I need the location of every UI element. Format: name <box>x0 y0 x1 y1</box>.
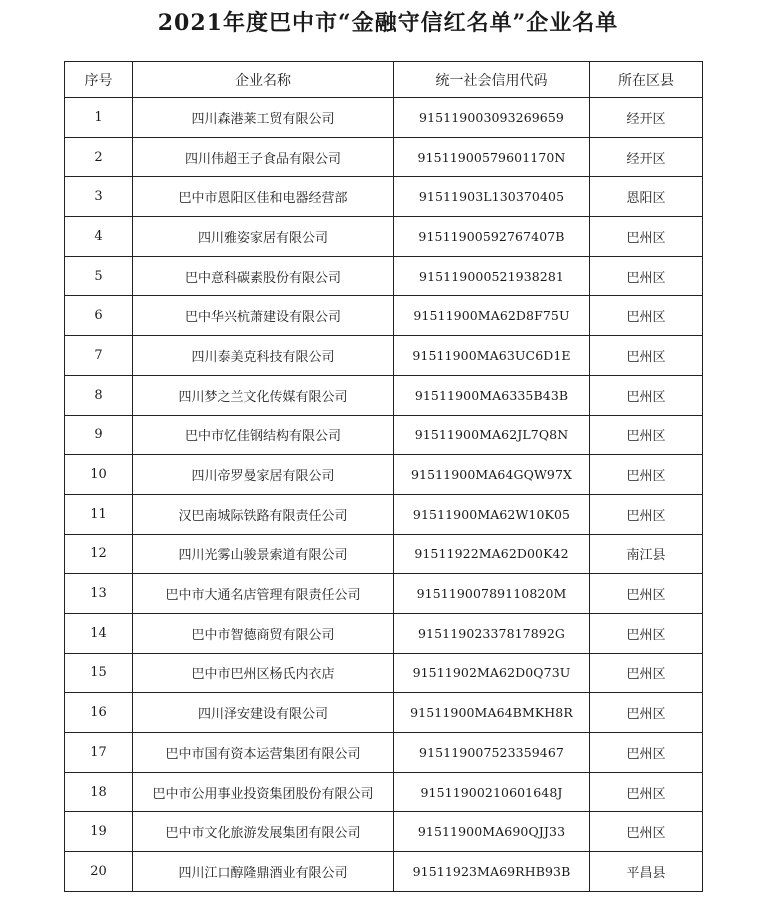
district: 巴州区 <box>590 574 703 614</box>
row-index: 4 <box>65 217 133 257</box>
credit-code: 91511900MA63UC6D1E <box>394 336 590 376</box>
credit-code: 91511900MA6335B43B <box>394 375 590 415</box>
enterprise-name: 巴中意科碳素股份有限公司 <box>133 256 394 296</box>
enterprise-name: 巴中市忆佳钢结构有限公司 <box>133 415 394 455</box>
credit-code: 91511902337817892G <box>394 613 590 653</box>
row-index: 1 <box>65 98 133 138</box>
credit-code: 91511900MA62D8F75U <box>394 296 590 336</box>
enterprise-name: 四川森港莱工贸有限公司 <box>133 98 394 138</box>
table-row <box>65 415 703 455</box>
district: 巴州区 <box>590 693 703 733</box>
header-name: 企业名称 <box>133 62 394 98</box>
table-row <box>65 653 703 693</box>
district: 巴州区 <box>590 812 703 852</box>
table-row <box>65 217 703 257</box>
row-index: 20 <box>65 852 133 892</box>
district: 巴州区 <box>590 415 703 455</box>
table-row <box>65 98 703 138</box>
table-row <box>65 693 703 733</box>
table-row <box>65 613 703 653</box>
row-index: 16 <box>65 693 133 733</box>
row-index: 5 <box>65 256 133 296</box>
enterprise-table <box>64 61 703 892</box>
credit-code: 915119000521938281 <box>394 256 590 296</box>
table-row <box>65 852 703 892</box>
table-row <box>65 296 703 336</box>
enterprise-name: 四川江口醇隆鼎酒业有限公司 <box>133 852 394 892</box>
district: 巴州区 <box>590 336 703 376</box>
enterprise-name: 四川帝罗曼家居有限公司 <box>133 455 394 495</box>
row-index: 3 <box>65 177 133 217</box>
row-index: 9 <box>65 415 133 455</box>
credit-code: 91511903L130370405 <box>394 177 590 217</box>
row-index: 18 <box>65 772 133 812</box>
header-index: 序号 <box>65 62 133 98</box>
table-row <box>65 256 703 296</box>
table-row <box>65 772 703 812</box>
enterprise-name: 汉巴南城际铁路有限责任公司 <box>133 494 394 534</box>
page-title: 2021年度巴中市“金融守信红名单”企业名单 <box>157 10 619 36</box>
credit-code: 91511900MA62W10K05 <box>394 494 590 534</box>
district: 巴州区 <box>590 733 703 773</box>
credit-code: 91511900592767407B <box>394 217 590 257</box>
credit-code: 91511900210601648J <box>394 772 590 812</box>
credit-code: 91511902MA62D0Q73U <box>394 653 590 693</box>
enterprise-name: 巴中市恩阳区佳和电器经营部 <box>133 177 394 217</box>
district: 巴州区 <box>590 455 703 495</box>
enterprise-name: 四川光雾山骏景索道有限公司 <box>133 534 394 574</box>
credit-code: 91511900MA64BMKH8R <box>394 693 590 733</box>
table-row <box>65 534 703 574</box>
table-row <box>65 137 703 177</box>
table-row <box>65 375 703 415</box>
table-row <box>65 733 703 773</box>
enterprise-name: 巴中市国有资本运营集团有限公司 <box>133 733 394 773</box>
credit-code: 91511923MA69RHB93B <box>394 852 590 892</box>
district: 南江县 <box>590 534 703 574</box>
table-row <box>65 812 703 852</box>
district: 巴州区 <box>590 296 703 336</box>
enterprise-name: 巴中市智德商贸有限公司 <box>133 613 394 653</box>
credit-code: 91511922MA62D00K42 <box>394 534 590 574</box>
row-index: 11 <box>65 494 133 534</box>
row-index: 12 <box>65 534 133 574</box>
district: 巴州区 <box>590 256 703 296</box>
enterprise-name: 巴中市公用事业投资集团股份有限公司 <box>133 772 394 812</box>
district: 经开区 <box>590 98 703 138</box>
enterprise-name: 巴中市文化旅游发展集团有限公司 <box>133 812 394 852</box>
credit-code: 915119007523359467 <box>394 733 590 773</box>
header-district: 所在区县 <box>590 62 703 98</box>
table-body <box>65 98 703 892</box>
enterprise-name: 巴中市巴州区杨氏内衣店 <box>133 653 394 693</box>
table-row <box>65 336 703 376</box>
district: 巴州区 <box>590 653 703 693</box>
district: 平昌县 <box>590 852 703 892</box>
row-index: 15 <box>65 653 133 693</box>
credit-code: 91511900789110820M <box>394 574 590 614</box>
row-index: 19 <box>65 812 133 852</box>
table-row <box>65 494 703 534</box>
district: 巴州区 <box>590 613 703 653</box>
table-row <box>65 455 703 495</box>
district: 巴州区 <box>590 772 703 812</box>
row-index: 17 <box>65 733 133 773</box>
credit-code: 91511900MA62JL7Q8N <box>394 415 590 455</box>
district: 巴州区 <box>590 375 703 415</box>
row-index: 8 <box>65 375 133 415</box>
enterprise-name: 四川梦之兰文化传媒有限公司 <box>133 375 394 415</box>
table-row <box>65 177 703 217</box>
credit-code: 91511900MA64GQW97X <box>394 455 590 495</box>
credit-code: 91511900MA690QJJ33 <box>394 812 590 852</box>
header-code: 统一社会信用代码 <box>394 62 590 98</box>
enterprise-name: 四川泰美克科技有限公司 <box>133 336 394 376</box>
district: 巴州区 <box>590 217 703 257</box>
row-index: 13 <box>65 574 133 614</box>
table-header-row <box>65 62 703 98</box>
district: 经开区 <box>590 137 703 177</box>
enterprise-name: 巴中市大通名店管理有限责任公司 <box>133 574 394 614</box>
enterprise-name: 四川泽安建设有限公司 <box>133 693 394 733</box>
row-index: 10 <box>65 455 133 495</box>
district: 恩阳区 <box>590 177 703 217</box>
row-index: 6 <box>65 296 133 336</box>
credit-code: 915119003093269659 <box>394 98 590 138</box>
credit-code: 91511900579601170N <box>394 137 590 177</box>
enterprise-name: 四川伟超王子食品有限公司 <box>133 137 394 177</box>
row-index: 14 <box>65 613 133 653</box>
enterprise-name: 巴中华兴杭萧建设有限公司 <box>133 296 394 336</box>
row-index: 7 <box>65 336 133 376</box>
table-row <box>65 574 703 614</box>
district: 巴州区 <box>590 494 703 534</box>
row-index: 2 <box>65 137 133 177</box>
enterprise-name: 四川雅姿家居有限公司 <box>133 217 394 257</box>
